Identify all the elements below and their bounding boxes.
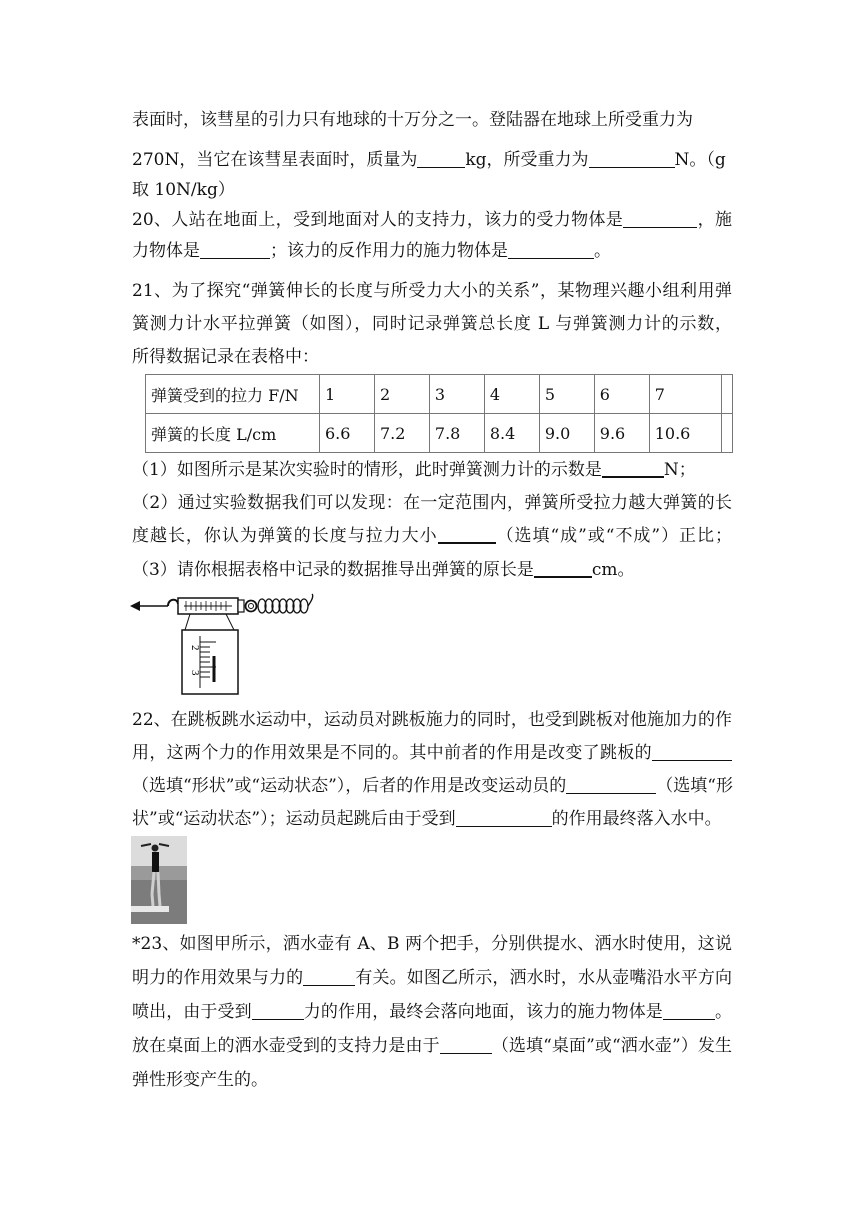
table-row-label: 弹簧受到的拉力 F/N xyxy=(146,375,320,414)
answer-blank xyxy=(663,1003,715,1020)
text-run: N； xyxy=(663,460,696,480)
text-run: 有关。如图乙所示，洒水时，水从壶嘴沿水平方向 xyxy=(355,968,732,988)
text-run: kg，所受重力为 xyxy=(465,150,589,170)
answer-blank xyxy=(252,1003,304,1020)
text-line xyxy=(132,809,732,829)
text-run: 表面时，该彗星的引力只有地球的十万分之一。登陆器在地球上所受重力为 xyxy=(132,110,693,130)
scale-label: 2 xyxy=(189,645,201,651)
text-line xyxy=(132,1070,732,1090)
text-line xyxy=(132,180,732,200)
text-run: 。 xyxy=(714,1002,733,1022)
table-cell: 9.0 xyxy=(539,414,594,453)
text-run: 的作用最终落入水中。 xyxy=(551,809,722,829)
text-run: 状”或“运动状态”）；运动员起跳后由于受到 xyxy=(132,809,456,829)
table-cell: 6 xyxy=(594,375,649,414)
text-run: 明力的作用效果与力的 xyxy=(132,968,304,988)
table-cell: 8.4 xyxy=(484,414,539,453)
text-run: 22、在跳板跳水运动中，运动员对跳板施力的同时，也受到跳板对他施加力的作 xyxy=(132,710,732,730)
text-run: 弹性形变产生的。 xyxy=(132,1070,268,1090)
text-run: 。 xyxy=(594,241,611,261)
text-run: N。（g xyxy=(674,150,726,170)
answer-blank xyxy=(589,151,675,168)
table-row xyxy=(146,414,733,453)
answer-blank xyxy=(200,242,270,259)
answer-blank xyxy=(438,526,496,544)
text-run: ；该力的反作用力的施力物体是 xyxy=(270,241,508,261)
text-run: *23、如图甲所示，洒水壶有 A、B 两个把手，分别供提水、洒水时使用，这说 xyxy=(132,934,732,954)
text-run: 270N，当它在该彗星表面时，质量为 xyxy=(132,150,418,170)
text-run: 取 10N/kg） xyxy=(132,180,235,200)
text-run: 用，这两个力的作用效果是不同的。其中前者的作用是改变了跳板的 xyxy=(132,743,652,763)
answer-blank xyxy=(417,151,465,168)
table-row-label: 弹簧的长度 L/cm xyxy=(146,414,320,453)
text-line xyxy=(132,210,732,230)
table-cell: 4 xyxy=(484,375,539,414)
text-run: （选填“成”或“不成”）正比； xyxy=(495,526,732,546)
answer-blank xyxy=(534,560,592,578)
table-cell: 9.6 xyxy=(594,414,649,453)
table-cell: 7 xyxy=(649,375,722,414)
table-cell: 3 xyxy=(429,375,484,414)
text-run: 力物体是 xyxy=(132,241,200,261)
table-cell: 5 xyxy=(539,375,594,414)
table-cell: 2 xyxy=(374,375,429,414)
text-run: ，施 xyxy=(697,210,732,230)
scale-label: 3 xyxy=(189,670,201,676)
text-run: （选填“形状”或“运动状态”），后者的作用是改变运动员的 xyxy=(132,776,567,796)
text-run: 力的作用，最终会落向地面，该力的施力物体是 xyxy=(303,1002,663,1022)
text-line xyxy=(132,560,732,580)
text-run: cm。 xyxy=(591,560,635,580)
table-cell: 7.8 xyxy=(429,414,484,453)
text-line xyxy=(132,281,732,301)
text-line xyxy=(132,110,732,130)
table-cell xyxy=(722,375,733,414)
text-line xyxy=(132,526,732,546)
text-line xyxy=(132,968,732,988)
text-line xyxy=(132,743,732,763)
text-line xyxy=(132,1036,732,1056)
table-cell: 6.6 xyxy=(320,414,375,453)
diver-photo xyxy=(131,836,187,924)
answer-blank xyxy=(602,460,664,478)
text-run: 放在桌面上的洒水壶受到的支持力是由于 xyxy=(132,1036,440,1056)
text-line xyxy=(132,314,732,334)
table-row xyxy=(146,375,733,414)
text-line xyxy=(132,150,732,170)
text-line xyxy=(132,241,732,261)
table-cell: 7.2 xyxy=(374,414,429,453)
answer-blank xyxy=(566,777,656,794)
answer-blank xyxy=(440,1037,492,1054)
text-line xyxy=(132,347,732,367)
text-run: 21、为了探究“弹簧伸长的长度与所受力大小的关系”，某物理兴趣小组利用弹 xyxy=(132,281,732,301)
text-run: 度越长，你认为弹簧的长度与拉力大小 xyxy=(132,526,438,546)
table-cell: 10.6 xyxy=(649,414,722,453)
text-line xyxy=(132,460,732,480)
text-run: （选填“形 xyxy=(656,776,733,796)
text-run: （选填“桌面”或“洒水壶”）发生 xyxy=(491,1036,733,1056)
text-run: （3）请你根据表格中记录的数据推导出弹簧的原长是 xyxy=(132,560,534,580)
text-line xyxy=(132,776,732,796)
table-cell xyxy=(722,414,733,453)
text-run: （1）如图所示是某次实验时的情形，此时弹簧测力计的示数是 xyxy=(132,460,602,480)
text-run: 20、人站在地面上，受到地面对人的支持力，该力的受力物体是 xyxy=(132,210,624,230)
answer-blank xyxy=(508,242,594,259)
answer-blank xyxy=(623,211,697,228)
text-run: （2）通过实验数据我们可以发现：在一定范围内，弹簧所受拉力越大弹簧的长 xyxy=(132,493,732,513)
answer-blank xyxy=(303,969,355,986)
text-line xyxy=(132,934,732,954)
spring-scale-diagram xyxy=(130,590,320,698)
text-run: 簧测力计水平拉弹簧（如图），同时记录弹簧总长度 L 与弹簧测力计的示数， xyxy=(132,314,732,334)
text-line xyxy=(132,710,732,730)
text-run: 所得数据记录在表格中： xyxy=(132,347,319,367)
text-line xyxy=(132,1002,732,1022)
table-cell: 1 xyxy=(320,375,375,414)
answer-blank xyxy=(456,810,552,827)
text-run: 喷出，由于受到 xyxy=(132,1002,252,1022)
answer-blank xyxy=(652,744,732,761)
text-line xyxy=(132,493,732,513)
data-table xyxy=(145,374,733,453)
